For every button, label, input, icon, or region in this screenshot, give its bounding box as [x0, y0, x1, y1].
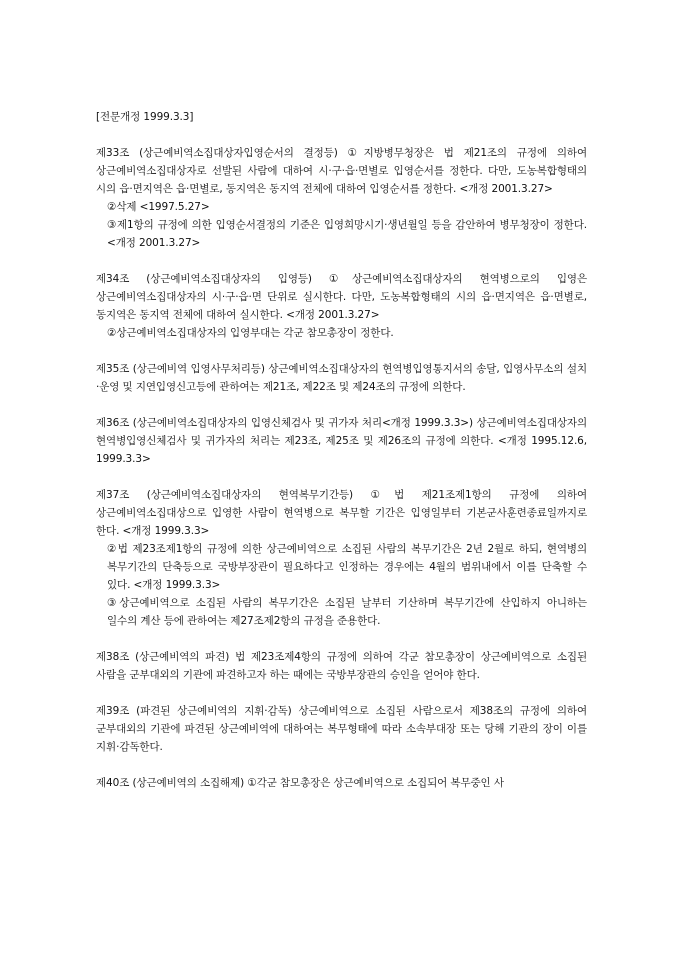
article-38: [96, 648, 587, 684]
spacer: [96, 630, 587, 648]
article-39-paragraph-1: 제39조 (파견된 상근예비역의 지휘·감독) 상근예비역으로 소집된 사람으로서 제38조의 규정에 의하여 군부대외의 기관에 파견된 상근예비역에 대하여는 복무형태에 따라 소속부대장 또는 당해 기관의 장이 이를 지휘·감독한다.: [96, 705, 587, 753]
spacer: [96, 468, 587, 486]
article-33: [96, 144, 587, 252]
spacer: [96, 396, 587, 414]
revision-header: [전문개정 1999.3.3]: [96, 111, 194, 123]
spacer: [96, 342, 587, 360]
article-36-paragraph-1: 제36조 (상근예비역소집대상자의 입영신체검사 및 귀가자 처리<개정 1999.3.3>) 상근예비역소집대상자의 현역병입영신체검사 및 귀가자의 처리는 제23조, 제25조 및 제26조의 규정에 의한다. <개정 1995.12.6, 1999.3.3>: [96, 417, 587, 465]
article-36: [96, 414, 587, 468]
document-page: [96, 108, 587, 792]
article-38-paragraph-1: 제38조 (상근예비역의 파견) 법 제23조제4항의 규정에 의하여 각군 참모총장이 상근예비역으로 소집된 사람을 군부대외의 기관에 파견하고자 하는 때에는 국방부장관의 승인을 얻어야 한다.: [96, 651, 587, 681]
spacer: [96, 756, 587, 774]
article-33-paragraph-3: ③제1항의 규정에 의한 입영순서결정의 기준은 입영희망시기·생년월일 등을 감안하여 병무청장이 정한다. <개정 2001.3.27>: [107, 219, 587, 249]
article-40-paragraph-1: 제40조 (상근예비역의 소집해제) ①각군 참모총장은 상근예비역으로 소집되어 복무중인 사: [96, 777, 504, 789]
article-37: [96, 486, 587, 630]
spacer: [96, 252, 587, 270]
article-35-paragraph-1: 제35조 (상근예비역 입영사무처리등) 상근예비역소집대상자의 현역병입영통지서의 송달, 입영사무소의 설치·운영 및 지연입영신고등에 관하여는 제21조, 제22조 및 제24조의 규정에 의한다.: [96, 363, 587, 393]
spacer: [96, 684, 587, 702]
article-34-paragraph-2: ②상근예비역소집대상자의 입영부대는 각군 참모총장이 정한다.: [107, 327, 394, 339]
article-39: [96, 702, 587, 756]
article-35: [96, 360, 587, 396]
article-37-paragraph-2: ②법 제23조제1항의 규정에 의한 상근예비역으로 소집된 사람의 복무기간은 2년 2월로 하되, 현역병의 복무기간의 단축등으로 국방부장관이 필요하다고 인정하는 경우에는 4월의 범위내에서 이를 단축할 수 있다. <개정 1999.3.3>: [107, 543, 587, 591]
article-37-paragraph-1: 제37조 (상근예비역소집대상자의 현역복무기간등) ①법 제21조제1항의 규정에 의하여 상근예비역소집대상으로 입영한 사람이 현역병으로 복무할 기간은 입영일부터 기본군사훈련종료일까지로 한다. <개정 1999.3.3>: [96, 489, 587, 537]
article-34-paragraph-1: 제34조 (상근예비역소집대상자의 입영등) ①상근예비역소집대상자의 현역병으로의 입영은 상근예비역소집대상자의 시·구·읍·면 단위로 실시한다. 다만, 도농복합형태의 시의 읍·면지역은 읍·면별로, 동지역은 동지역 전체에 대하여 실시한다. <개정 2001.3.27>: [96, 273, 587, 321]
article-33-paragraph-1: 제33조 (상근예비역소집대상자입영순서의 결정등) ①지방병무청장은 법 제21조의 규정에 의하여 상근예비역소집대상자로 선발된 사람에 대하여 시·구·읍·면별로 입영순서를 정한다. 다만, 도농복합형태의 시의 읍·면지역은 읍·면별로, 동지역은 동지역 전체에 대하여 입영순서를 정한다. <개정 2001.3.27>: [96, 147, 587, 195]
spacer: [96, 126, 587, 144]
article-33-paragraph-2: ②삭제 <1997.5.27>: [107, 201, 210, 213]
article-40: [96, 774, 587, 792]
article-34: [96, 270, 587, 342]
article-37-paragraph-3: ③상근예비역으로 소집된 사람의 복무기간은 소집된 날부터 기산하며 복무기간에 산입하지 아니하는 일수의 계산 등에 관하여는 제27조제2항의 규정을 준용한다.: [107, 597, 587, 627]
